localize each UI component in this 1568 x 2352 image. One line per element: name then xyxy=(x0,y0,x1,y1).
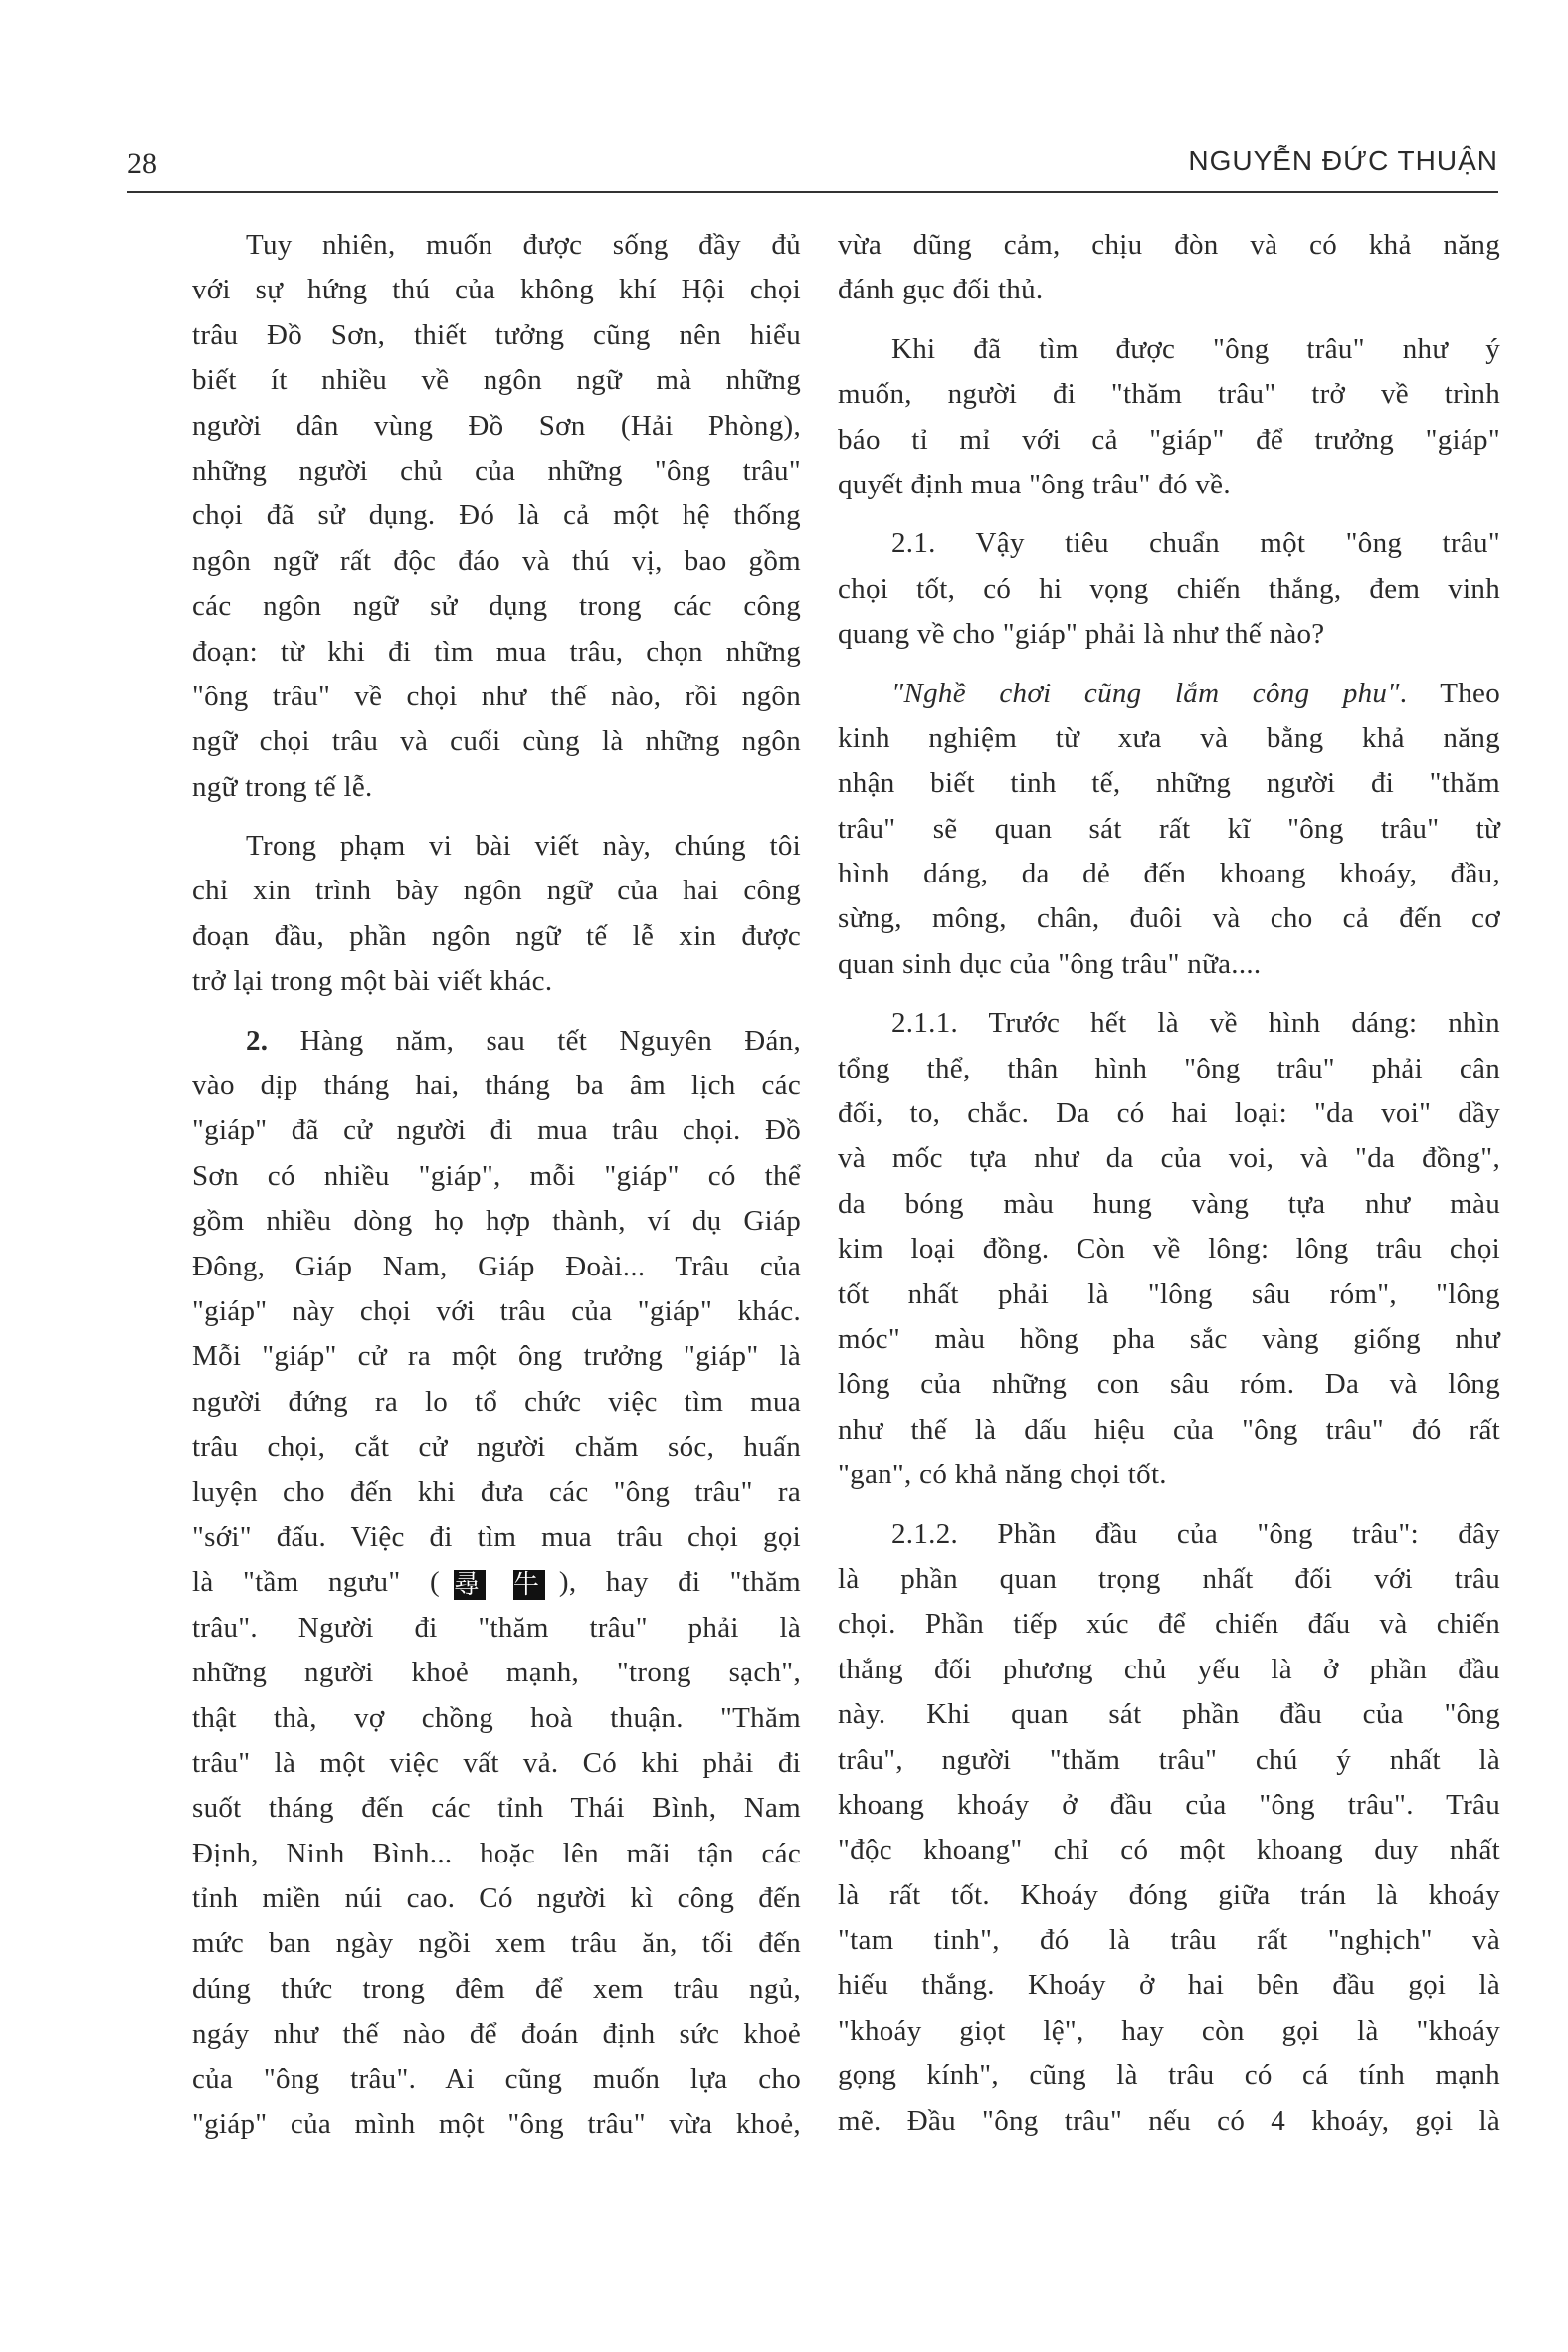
text-line: ngữ trong tế lễ. xyxy=(192,770,373,803)
running-header xyxy=(127,139,1498,191)
left-column xyxy=(192,223,801,2161)
page-number: 28 xyxy=(127,147,157,180)
text-segment: . Theo xyxy=(1399,677,1500,709)
text-line: quan sinh dục của "ông trâu" nữa.... xyxy=(838,947,1262,980)
text-segment: Hàng năm, sau tết Nguyên Đán, xyxy=(268,1024,801,1057)
text-line: thật thà, vợ chồng hoà thuận. "Thăm xyxy=(192,1701,801,1734)
right-column xyxy=(838,223,1500,2158)
text-line: trâu", người "thăm trâu" chú ý nhất là xyxy=(838,1743,1500,1776)
text-segment: ), hay đi "thăm xyxy=(558,1566,801,1599)
text-line: những người chủ của những "ông trâu" xyxy=(192,454,801,487)
text-line: gọng kính", cũng là trâu có cá tính mạnh xyxy=(838,2059,1500,2092)
text-line: "gan", có khả năng chọi tốt. xyxy=(838,1459,1167,1491)
text-line: Đông, Giáp Nam, Giáp Đoài... Trâu của xyxy=(192,1250,801,1282)
text-line: quyết định mua "ông trâu" đó về. xyxy=(838,468,1231,500)
text-line: kim loại đồng. Còn về lông: lông trâu chọi xyxy=(838,1233,1500,1266)
text-line: vừa dũng cảm, chịu đòn và có khả năng xyxy=(838,229,1500,261)
text-line: là rất tốt. Khoáy đóng giữa trán là khoáy xyxy=(838,1878,1500,1911)
text-line: gồm nhiều dòng họ hợp thành, ví dụ Giáp xyxy=(192,1205,801,1238)
text-line: trở lại trong một bài viết khác. xyxy=(192,965,553,998)
text-line: đối, to, chắc. Da có hai loại: "da voi" dầy xyxy=(838,1097,1500,1130)
text-line: "giáp" đã cử người đi mua trâu chọi. Đồ xyxy=(192,1114,801,1147)
text-line: trâu" sẽ quan sát rất kĩ "ông trâu" từ xyxy=(838,812,1500,845)
paragraph xyxy=(192,1019,801,2148)
text-line: người dân vùng Đồ Sơn (Hải Phòng), xyxy=(192,409,801,442)
paragraph xyxy=(192,223,801,810)
text-line: quang về cho "giáp" phải là như thế nào? xyxy=(838,618,1325,651)
text-line: lông của những con sâu róm. Da và lông xyxy=(838,1368,1500,1401)
text-line: mẽ. Đầu "ông trâu" nếu có 4 khoáy, gọi là xyxy=(838,2104,1500,2137)
text-line xyxy=(192,1560,801,1605)
text-line: Tuy nhiên, muốn được sống đầy đủ xyxy=(246,229,801,261)
header-rule xyxy=(127,191,1498,193)
text-line: suốt tháng đến các tỉnh Thái Bình, Nam xyxy=(192,1792,801,1825)
text-line: báo tỉ mỉ với cả "giáp" để trưởng "giáp" xyxy=(838,423,1500,456)
text-line: Trong phạm vi bài viết này, chúng tôi xyxy=(246,830,801,863)
text-line: da bóng màu hung vàng tựa như màu xyxy=(838,1187,1500,1220)
text-line: tổng thể, thân hình "ông trâu" phải cân xyxy=(838,1052,1500,1084)
text-line: người đứng ra lo tổ chức việc tìm mua xyxy=(192,1385,801,1418)
running-title: NGUYỄN ĐỨC THUẬN xyxy=(1188,145,1498,176)
section-number: 2. xyxy=(246,1024,269,1057)
text-line: và mốc tựa như da của voi, và "da đồng", xyxy=(838,1142,1500,1175)
text-line: sừng, mông, chân, đuôi và cho cả đến cơ xyxy=(838,902,1500,935)
text-line: hiếu thắng. Khoáy ở hai bên đầu gọi là xyxy=(838,1969,1500,2002)
text-line: hình dáng, da dẻ đến khoang khoáy, đầu, xyxy=(838,858,1500,890)
text-line: muốn, người đi "thăm trâu" trở về trình xyxy=(838,378,1500,411)
text-line: là phần quan trọng nhất đối với trâu xyxy=(838,1562,1500,1595)
text-segment: là "tầm ngưu" ( xyxy=(192,1566,440,1599)
text-line: đánh gục đối thủ. xyxy=(838,274,1044,306)
text-line: ngáy như thế nào để đoán định sức khoẻ xyxy=(192,2018,801,2051)
text-line: của "ông trâu". Ai cũng muốn lựa cho xyxy=(192,2062,801,2095)
text-line: ngữ chọi trâu và cuối cùng là những ngôn xyxy=(192,725,801,758)
text-line: luyện cho đến khi đưa các "ông trâu" ra xyxy=(192,1475,801,1508)
text-line: "độc khoang" chỉ có một khoang duy nhất xyxy=(838,1834,1500,1866)
text-line: Khi đã tìm được "ông trâu" như ý xyxy=(891,332,1500,365)
text-line: những người khoẻ mạnh, "trong sạch", xyxy=(192,1657,801,1689)
text-line: các ngôn ngữ sử dụng trong các công xyxy=(192,590,801,623)
text-line: "ông trâu" về chọi như thế nào, rồi ngôn xyxy=(192,680,801,712)
paragraph xyxy=(838,1001,1500,1497)
text-line: "tam tinh", đó là trâu rất "nghịch" và xyxy=(838,1924,1500,1957)
text-line: "giáp" này chọi với trâu của "giáp" khác. xyxy=(192,1294,801,1327)
text-line: trâu Đồ Sơn, thiết tưởng cũng nên hiểu xyxy=(192,318,801,351)
text-line: Định, Ninh Bình... hoặc lên mãi tận các xyxy=(192,1837,801,1869)
paragraph xyxy=(838,1512,1500,2144)
paragraph xyxy=(838,223,1500,313)
text-line: nhận biết tinh tế, những người đi "thăm xyxy=(838,767,1500,800)
text-line: dúng thức trong đêm để xem trâu ngủ, xyxy=(192,1972,801,2005)
text-line: kinh nghiệm từ xưa và bằng khả năng xyxy=(838,721,1500,754)
text-line: vào dịp tháng hai, tháng ba âm lịch các xyxy=(192,1070,801,1102)
text-line: ngôn ngữ rất độc đáo và thú vị, bao gồm xyxy=(192,544,801,577)
text-line: chọi. Phần tiếp xúc để chiến đấu và chiến xyxy=(838,1608,1500,1641)
text-line: "khoáy giọt lệ", hay còn gọi là "khoáy xyxy=(838,2014,1500,2047)
text-line: khoang khoáy ở đầu của "ông trâu". Trâu xyxy=(838,1788,1500,1821)
han-character-glyph: 牛 xyxy=(513,1570,545,1600)
text-line xyxy=(838,672,1500,716)
text-line: trâu". Người đi "thăm trâu" phải là xyxy=(192,1611,801,1644)
text-line: với sự hứng thú của không khí Hội chọi xyxy=(192,274,801,306)
text-line: Mỗi "giáp" cử ra một ông trưởng "giáp" là xyxy=(192,1340,801,1373)
text-line: mức ban ngày ngồi xem trâu ăn, tối đến xyxy=(192,1927,801,1960)
text-line: "giáp" của mình một "ông trâu" vừa khoẻ, xyxy=(192,2108,801,2141)
text-line: 2.1.1. Trước hết là về hình dáng: nhìn xyxy=(891,1007,1500,1040)
text-line: 2.1.2. Phần đầu của "ông trâu": đây xyxy=(891,1517,1500,1550)
text-line: "sới" đấu. Việc đi tìm mua trâu chọi gọi xyxy=(192,1520,801,1553)
text-line: móc" màu hồng pha sắc vàng giống như xyxy=(838,1322,1500,1355)
text-line: đoạn: từ khi đi tìm mua trâu, chọn những xyxy=(192,635,801,668)
text-line: chọi đã sử dụng. Đó là cả một hệ thống xyxy=(192,499,801,532)
text-line: Sơn có nhiều "giáp", mỗi "giáp" có thể xyxy=(192,1159,801,1192)
italic-quote: "Nghề chơi cũng lắm công phu" xyxy=(891,677,1400,709)
text-line: biết ít nhiều về ngôn ngữ mà những xyxy=(192,364,801,397)
text-line: như thế là dấu hiệu của "ông trâu" đó rất xyxy=(838,1413,1500,1446)
text-line: thắng đối phương chủ yếu là ở phần đầu xyxy=(838,1653,1500,1685)
paragraph xyxy=(192,824,801,1005)
paragraph xyxy=(838,672,1500,988)
text-line: tốt nhất phải là "lông sâu róm", "lông xyxy=(838,1277,1500,1310)
text-line: chọi tốt, có hi vọng chiến thắng, đem vinh xyxy=(838,572,1500,605)
text-line: chỉ xin trình bày ngôn ngữ của hai công xyxy=(192,875,801,907)
han-character-glyph: 尋 xyxy=(454,1570,486,1600)
text-line: 2.1. Vậy tiêu chuẩn một "ông trâu" xyxy=(891,527,1500,560)
text-line: trâu chọi, cắt cử người chăm sóc, huấn xyxy=(192,1431,801,1464)
text-line: này. Khi quan sát phần đầu của "ông xyxy=(838,1698,1500,1731)
text-line xyxy=(192,1019,801,1064)
paragraph xyxy=(838,521,1500,657)
text-line: tỉnh miền núi cao. Có người kì công đến xyxy=(192,1882,801,1915)
text-line: đoạn đầu, phần ngôn ngữ tế lễ xin được xyxy=(192,919,801,952)
paragraph xyxy=(838,327,1500,508)
text-line: trâu" là một việc vất vả. Có khi phải đi xyxy=(192,1746,801,1779)
